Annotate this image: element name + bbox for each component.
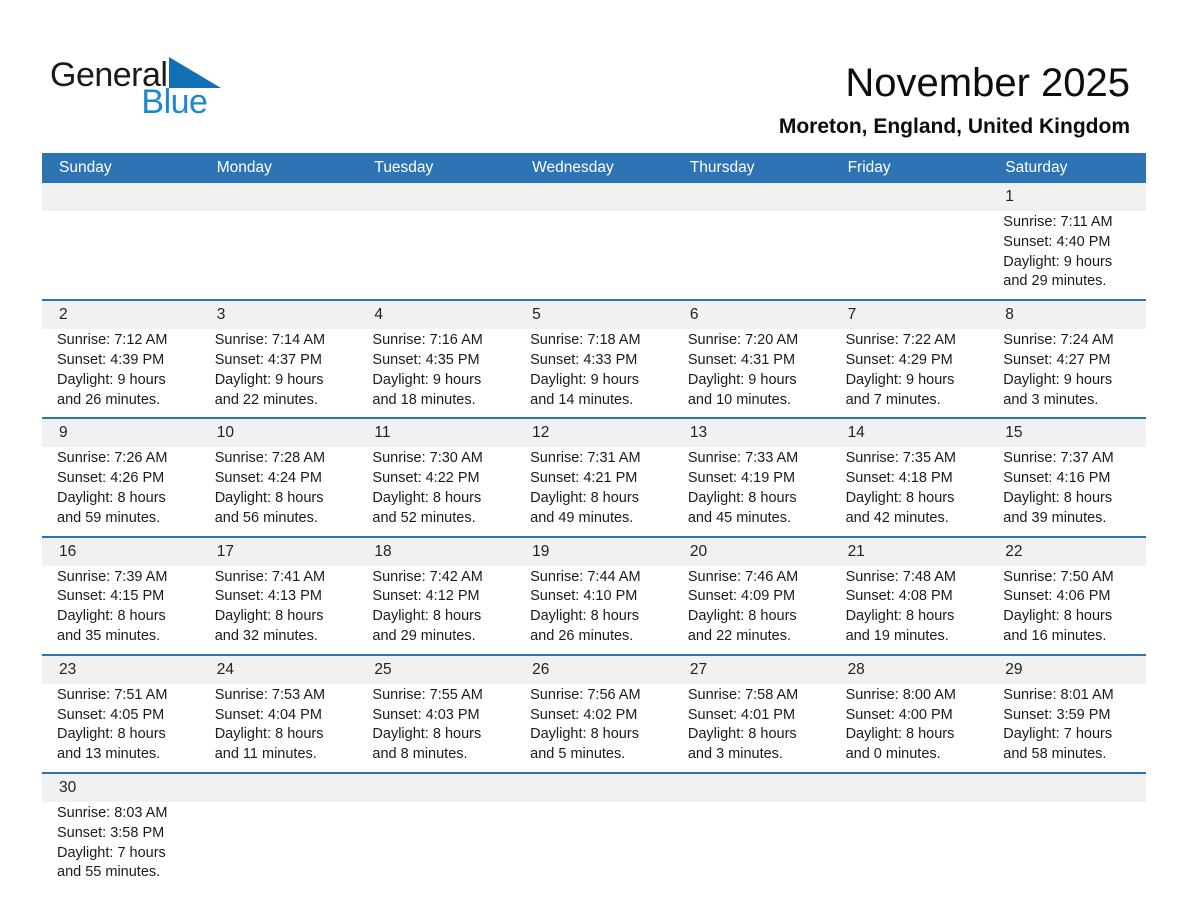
title-block [779, 56, 1130, 139]
daylight-minutes-text: and 32 minutes. [214, 627, 318, 644]
day-number-19: 19 [532, 542, 550, 560]
sunrise-text: Sunrise: 7:24 AM [1003, 332, 1114, 349]
logo-text-blue: Blue [141, 83, 208, 121]
sunset-text: Sunset: 4:03 PM [372, 706, 480, 723]
logo-text-general: General [50, 56, 168, 94]
daylight-minutes-text: and 42 minutes. [845, 509, 949, 526]
day-cell-17 [200, 566, 358, 653]
weekday-header-monday: Monday [216, 159, 272, 176]
sunrise-text: Sunrise: 7:55 AM [372, 686, 483, 703]
daylight-hours-text: Daylight: 8 hours [845, 489, 955, 506]
daylight-hours-text: Daylight: 8 hours [530, 726, 639, 743]
empty-day-cell [200, 211, 358, 298]
day-number-1: 1 [1005, 188, 1014, 205]
day-number-13: 13 [689, 424, 708, 442]
day-cell-5 [515, 329, 673, 416]
sunrise-text: Sunrise: 7:53 AM [214, 686, 326, 703]
daylight-minutes-text: and 29 minutes. [372, 627, 476, 644]
day-cell-6 [673, 329, 831, 416]
day-cell-7 [831, 329, 989, 416]
daylight-minutes-text: and 8 minutes. [372, 746, 468, 763]
sunset-text: Sunset: 4:22 PM [372, 470, 480, 487]
daylight-minutes-text: and 45 minutes. [687, 509, 792, 526]
weekday-header-friday: Friday [847, 159, 891, 176]
day-cell-13 [673, 447, 831, 534]
day-number-24: 24 [216, 660, 234, 678]
day-cell-14 [831, 447, 989, 534]
sunset-text: Sunset: 4:10 PM [530, 588, 638, 605]
sunset-text: Sunset: 4:37 PM [214, 351, 322, 368]
page-header [0, 0, 1188, 139]
daylight-minutes-text: and 58 minutes. [1003, 746, 1107, 763]
day-number-23: 23 [59, 660, 77, 678]
sunrise-text: Sunrise: 7:51 AM [57, 686, 168, 703]
week-row-2 [42, 301, 1146, 419]
daylight-minutes-text: and 29 minutes. [1003, 273, 1107, 290]
sunset-text: Sunset: 4:09 PM [687, 588, 796, 605]
daylight-minutes-text: and 22 minutes. [687, 627, 792, 644]
empty-day-cell [673, 802, 831, 889]
sunset-text: Sunset: 4:27 PM [1003, 351, 1111, 368]
daylight-minutes-text: and 26 minutes. [57, 391, 161, 408]
daylight-minutes-text: and 19 minutes. [845, 627, 949, 644]
sunrise-text: Sunrise: 7:26 AM [57, 450, 168, 467]
sunrise-text: Sunrise: 7:41 AM [214, 568, 326, 585]
day-number-16: 16 [59, 542, 77, 560]
empty-day-cell [42, 211, 200, 298]
weekday-header-row [42, 153, 1146, 183]
sunset-text: Sunset: 4:00 PM [845, 706, 953, 723]
day-cell-27 [673, 684, 831, 771]
day-number-22: 22 [1005, 542, 1023, 560]
page-title: November 2025 [845, 61, 1130, 105]
day-number-3: 3 [216, 306, 226, 324]
day-cell-16 [42, 566, 200, 653]
sunset-text: Sunset: 4:16 PM [1003, 470, 1111, 487]
daylight-minutes-text: and 14 minutes. [530, 391, 634, 408]
daylight-hours-text: Daylight: 8 hours [57, 489, 166, 506]
daylight-hours-text: Daylight: 9 hours [372, 371, 482, 388]
daylight-minutes-text: and 56 minutes. [214, 509, 318, 526]
day-number-10: 10 [216, 424, 234, 442]
day-cell-20 [673, 566, 831, 653]
daylight-minutes-text: and 0 minutes. [845, 746, 941, 763]
weekday-header-thursday: Thursday [689, 159, 755, 176]
sunrise-text: Sunrise: 7:48 AM [845, 568, 956, 585]
sunrise-text: Sunrise: 8:01 AM [1003, 686, 1114, 703]
day-cell-24 [200, 684, 358, 771]
daylight-minutes-text: and 49 minutes. [530, 509, 634, 526]
daylight-minutes-text: and 18 minutes. [372, 391, 476, 408]
day-number-7: 7 [847, 306, 857, 324]
day-cell-18 [357, 566, 515, 653]
sunrise-text: Sunrise: 7:39 AM [57, 568, 168, 585]
daylight-hours-text: Daylight: 8 hours [214, 726, 324, 743]
daylight-hours-text: Daylight: 9 hours [1003, 371, 1113, 388]
sunset-text: Sunset: 4:21 PM [530, 470, 638, 487]
sunrise-text: Sunrise: 7:44 AM [530, 568, 641, 585]
sunrise-text: Sunrise: 7:31 AM [530, 450, 641, 467]
sunset-text: Sunset: 4:40 PM [1003, 233, 1111, 250]
sunset-text: Sunset: 4:24 PM [214, 470, 322, 487]
empty-day-cell [515, 211, 673, 298]
day-cell-21 [831, 566, 989, 653]
daylight-hours-text: Daylight: 8 hours [57, 726, 166, 743]
daylight-minutes-text: and 3 minutes. [687, 746, 783, 763]
sunset-text: Sunset: 4:39 PM [57, 351, 165, 368]
weekday-header-wednesday: Wednesday [532, 159, 614, 176]
sunset-text: Sunset: 4:18 PM [845, 470, 953, 487]
daylight-hours-text: Daylight: 9 hours [687, 371, 797, 388]
weekday-header-saturday: Saturday [1005, 159, 1068, 176]
week-row-6 [42, 774, 1146, 890]
daylight-minutes-text: and 5 minutes. [530, 746, 626, 763]
day-number-29: 29 [1005, 660, 1023, 678]
sunset-text: Sunset: 4:31 PM [687, 351, 796, 368]
sunset-text: Sunset: 4:12 PM [372, 588, 480, 605]
week-row-4 [42, 538, 1146, 656]
empty-day-cell [673, 211, 831, 298]
sunrise-text: Sunrise: 8:00 AM [845, 686, 956, 703]
daylight-minutes-text: and 16 minutes. [1003, 627, 1107, 644]
day-cell-23 [42, 684, 200, 771]
daylight-minutes-text: and 59 minutes. [57, 509, 161, 526]
general-blue-logo [50, 56, 221, 119]
calendar-grid [42, 153, 1146, 890]
sunrise-text: Sunrise: 7:46 AM [687, 568, 799, 585]
daylight-hours-text: Daylight: 8 hours [687, 726, 797, 743]
day-cell-8 [988, 329, 1146, 416]
sunset-text: Sunset: 4:01 PM [687, 706, 796, 723]
daylight-minutes-text: and 10 minutes. [687, 391, 792, 408]
day-number-9: 9 [59, 424, 68, 442]
sunset-text: Sunset: 3:59 PM [1003, 706, 1111, 723]
sunset-text: Sunset: 4:02 PM [530, 706, 638, 723]
day-number-5: 5 [532, 306, 541, 324]
day-number-12: 12 [532, 424, 550, 442]
daylight-hours-text: Daylight: 8 hours [687, 489, 797, 506]
daylight-minutes-text: and 26 minutes. [530, 627, 634, 644]
day-cell-10 [200, 447, 358, 534]
day-number-14: 14 [847, 424, 865, 442]
daylight-minutes-text: and 55 minutes. [57, 864, 161, 881]
daylight-minutes-text: and 35 minutes. [57, 627, 161, 644]
day-number-8: 8 [1005, 306, 1014, 324]
week-row-1 [42, 183, 1146, 301]
day-number-2: 2 [59, 306, 68, 324]
sunset-text: Sunset: 4:19 PM [687, 470, 796, 487]
day-cell-30 [42, 802, 200, 889]
day-number-28: 28 [847, 660, 865, 678]
daylight-hours-text: Daylight: 8 hours [1003, 489, 1113, 506]
day-number-20: 20 [689, 542, 708, 560]
day-number-6: 6 [689, 306, 699, 324]
sunrise-text: Sunrise: 7:56 AM [530, 686, 641, 703]
weekday-header-tuesday: Tuesday [374, 159, 434, 176]
sunrise-text: Sunrise: 7:16 AM [372, 332, 483, 349]
daylight-hours-text: Daylight: 8 hours [372, 608, 482, 625]
day-cell-1 [988, 211, 1146, 298]
day-number-15: 15 [1005, 424, 1023, 442]
sunset-text: Sunset: 4:29 PM [845, 351, 953, 368]
day-cell-12 [515, 447, 673, 534]
weeks-container [42, 183, 1146, 890]
daylight-hours-text: Daylight: 9 hours [1003, 253, 1113, 270]
sunrise-text: Sunrise: 7:14 AM [214, 332, 326, 349]
sunrise-text: Sunrise: 7:11 AM [1003, 214, 1113, 230]
sunset-text: Sunset: 4:35 PM [372, 351, 480, 368]
sunrise-text: Sunrise: 7:20 AM [687, 332, 799, 349]
daylight-hours-text: Daylight: 8 hours [214, 608, 324, 625]
week-row-5 [42, 656, 1146, 774]
location-subtitle: Moreton, England, United Kingdom [778, 115, 1130, 138]
sunrise-text: Sunrise: 7:37 AM [1003, 450, 1114, 467]
sunrise-text: Sunrise: 7:58 AM [687, 686, 799, 703]
day-number-25: 25 [374, 660, 392, 678]
daylight-minutes-text: and 3 minutes. [1003, 391, 1099, 408]
day-number-4: 4 [374, 306, 384, 324]
sunrise-text: Sunrise: 7:28 AM [214, 450, 326, 467]
sunset-text: Sunset: 4:08 PM [845, 588, 953, 605]
daylight-hours-text: Daylight: 8 hours [372, 489, 482, 506]
sunrise-text: Sunrise: 7:35 AM [845, 450, 956, 467]
day-number-17: 17 [216, 542, 234, 560]
sunset-text: Sunset: 4:13 PM [214, 588, 322, 605]
daylight-hours-text: Daylight: 8 hours [687, 608, 797, 625]
daylight-hours-text: Daylight: 9 hours [214, 371, 324, 388]
daylight-minutes-text: and 39 minutes. [1003, 509, 1107, 526]
sunset-text: Sunset: 4:33 PM [530, 351, 638, 368]
daylight-minutes-text: and 13 minutes. [57, 746, 161, 763]
empty-day-cell [988, 802, 1146, 889]
empty-day-cell [831, 802, 989, 889]
daylight-hours-text: Daylight: 9 hours [845, 371, 955, 388]
day-cell-25 [357, 684, 515, 771]
day-cell-15 [988, 447, 1146, 534]
day-cell-26 [515, 684, 673, 771]
sunset-text: Sunset: 3:58 PM [57, 824, 165, 841]
empty-day-cell [357, 211, 515, 298]
daylight-hours-text: Daylight: 7 hours [1003, 726, 1113, 743]
daylight-hours-text: Daylight: 8 hours [530, 489, 639, 506]
daylight-hours-text: Daylight: 9 hours [57, 371, 166, 388]
sunrise-text: Sunrise: 7:12 AM [57, 332, 168, 349]
day-number-30: 30 [59, 778, 77, 796]
day-number-18: 18 [374, 542, 392, 560]
day-cell-2 [42, 329, 200, 416]
sunrise-text: Sunrise: 7:33 AM [687, 450, 799, 467]
daylight-hours-text: Daylight: 7 hours [57, 844, 166, 861]
day-cell-22 [988, 566, 1146, 653]
sunrise-text: Sunrise: 7:50 AM [1003, 568, 1114, 585]
day-number-26: 26 [532, 660, 550, 678]
empty-day-cell [515, 802, 673, 889]
daylight-hours-text: Daylight: 8 hours [845, 726, 955, 743]
day-cell-28 [831, 684, 989, 771]
daylight-hours-text: Daylight: 8 hours [57, 608, 166, 625]
empty-day-cell [357, 802, 515, 889]
day-number-11: 11 [374, 424, 391, 442]
day-number-27: 27 [689, 660, 708, 678]
day-cell-11 [357, 447, 515, 534]
daylight-hours-text: Daylight: 8 hours [530, 608, 639, 625]
weekday-header-sunday: Sunday [59, 159, 112, 176]
sunrise-text: Sunrise: 7:42 AM [372, 568, 483, 585]
day-cell-29 [988, 684, 1146, 771]
empty-day-cell [831, 211, 989, 298]
sunset-text: Sunset: 4:26 PM [57, 470, 165, 487]
day-number-21: 21 [847, 542, 865, 560]
daylight-hours-text: Daylight: 9 hours [530, 371, 639, 388]
empty-day-cell [200, 802, 358, 889]
sunset-text: Sunset: 4:15 PM [57, 588, 165, 605]
daylight-hours-text: Daylight: 8 hours [1003, 608, 1113, 625]
sunrise-text: Sunrise: 7:30 AM [372, 450, 483, 467]
sunrise-text: Sunrise: 7:22 AM [845, 332, 956, 349]
daylight-hours-text: Daylight: 8 hours [214, 489, 324, 506]
daylight-minutes-text: and 52 minutes. [372, 509, 476, 526]
sunrise-text: Sunrise: 8:03 AM [57, 804, 168, 821]
day-cell-4 [357, 329, 515, 416]
sunset-text: Sunset: 4:05 PM [57, 706, 165, 723]
daylight-minutes-text: and 11 minutes. [214, 746, 317, 763]
daylight-hours-text: Daylight: 8 hours [845, 608, 955, 625]
day-cell-19 [515, 566, 673, 653]
daylight-minutes-text: and 22 minutes. [214, 391, 318, 408]
day-cell-9 [42, 447, 200, 534]
daylight-minutes-text: and 7 minutes. [845, 391, 941, 408]
day-cell-3 [200, 329, 358, 416]
sunset-text: Sunset: 4:06 PM [1003, 588, 1111, 605]
sunrise-text: Sunrise: 7:18 AM [530, 332, 641, 349]
daylight-hours-text: Daylight: 8 hours [372, 726, 482, 743]
sunset-text: Sunset: 4:04 PM [214, 706, 322, 723]
week-row-3 [42, 419, 1146, 537]
